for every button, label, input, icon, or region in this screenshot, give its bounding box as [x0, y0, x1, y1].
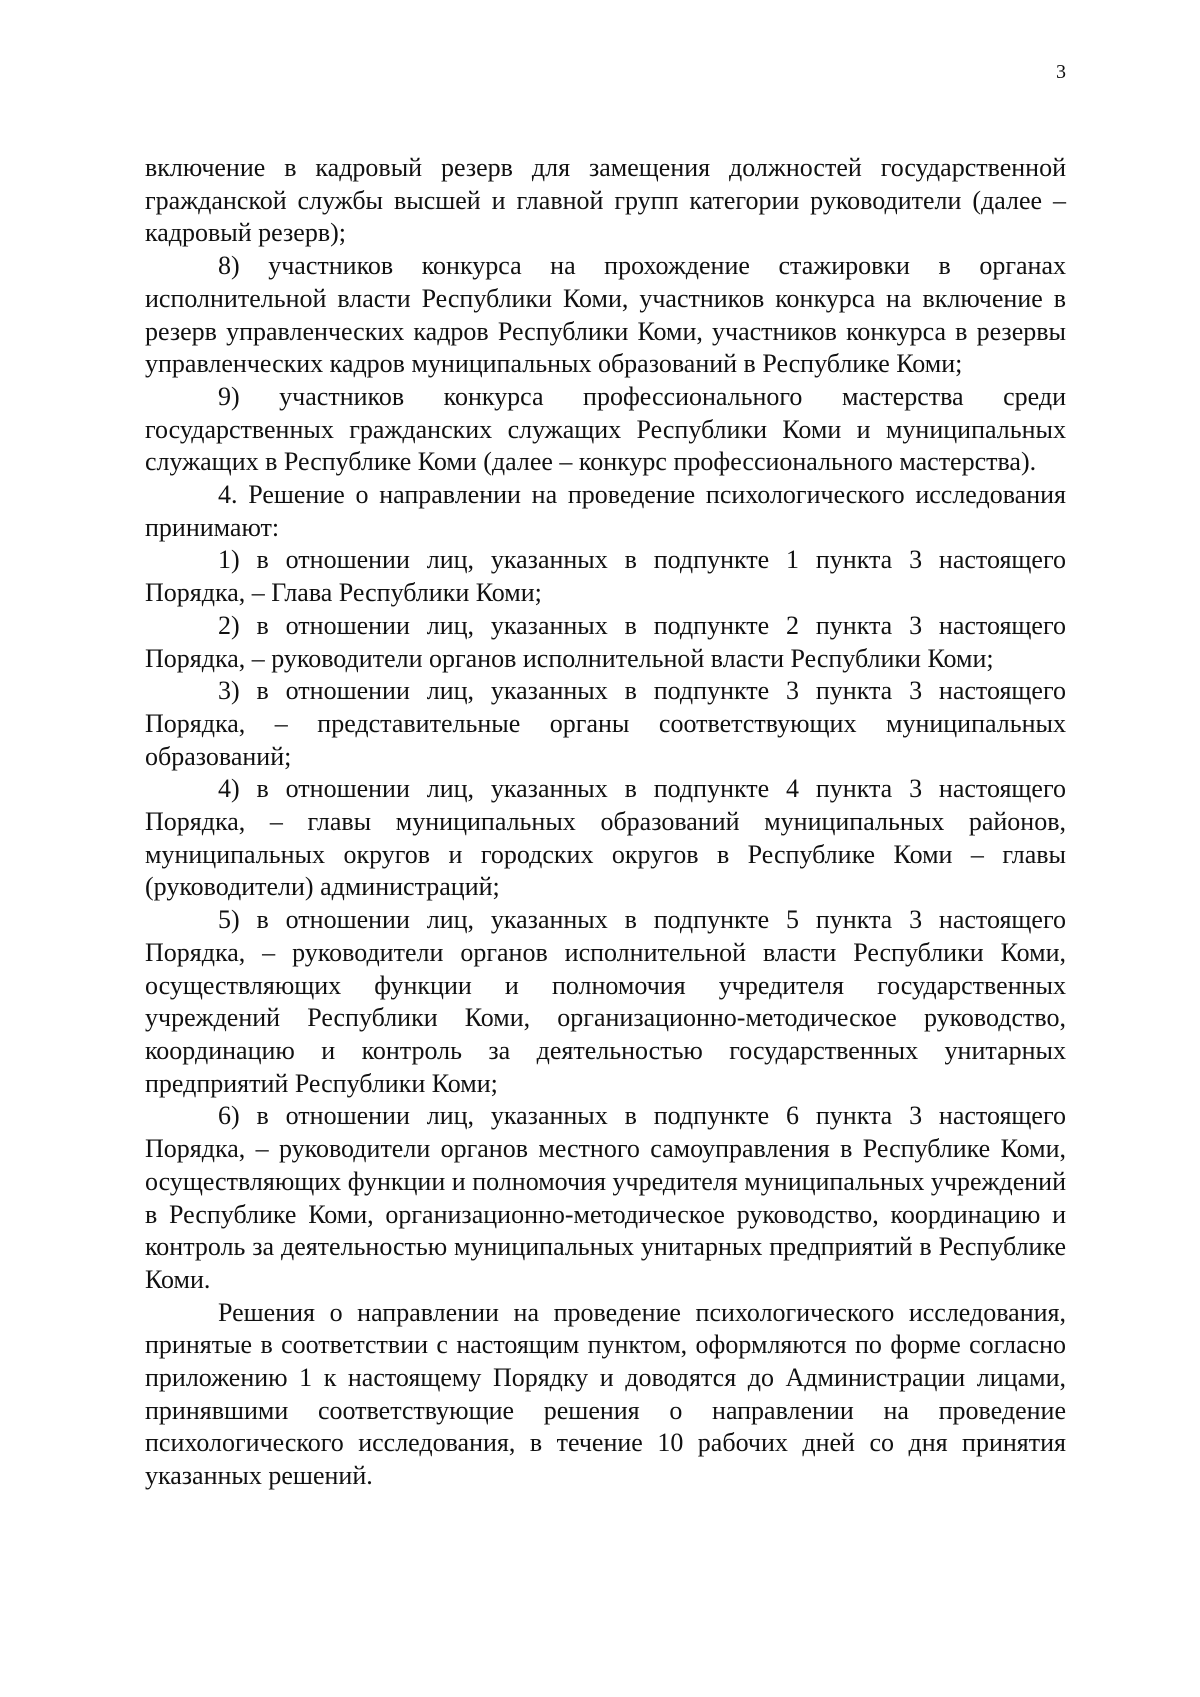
page-number: 3	[1056, 61, 1066, 83]
paragraph-subitem-4: 4) в отношении лиц, указанных в подпункте 4 пункта 3 настоящего Порядка, – главы муниципальных образований муниципальных районов, муниципальных округов и городских округов в Республике Коми – главы (руководители) администраций;	[145, 774, 1066, 902]
document-body	[145, 152, 1066, 1493]
paragraph-subitem-3: 3) в отношении лиц, указанных в подпункте 3 пункта 3 настоящего Порядка, – представительные органы соответствующих муниципальных образований;	[145, 676, 1066, 771]
paragraph-subitem-5: 5) в отношении лиц, указанных в подпункте 5 пункта 3 настоящего Порядка, – руководители органов исполнительной власти Республики Коми, осуществляющих функции и полномочия учредителя государственных учреждений Республики Коми, организационно-методическое руководство, координацию и контроль за деятельностью государственных унитарных предприятий Республики Коми;	[145, 905, 1066, 1098]
paragraph-section-4: 4. Решение о направлении на проведение психологического исследования принимают:	[145, 480, 1066, 542]
paragraph-subitem-1: 1) в отношении лиц, указанных в подпункте 1 пункта 3 настоящего Порядка, – Глава Республики Коми;	[145, 545, 1066, 608]
paragraph-subitem-6: 6) в отношении лиц, указанных в подпункте 6 пункта 3 настоящего Порядка, – руководители органов местного самоуправления в Республике Коми, осуществляющих функции и полномочия учредителя муниципальных учреждений в Республике Коми, организационно-методическое руководство, координацию и контроль за деятельностью муниципальных унитарных предприятий в Республике Коми.	[145, 1101, 1066, 1294]
paragraph-reserve-continuation: включение в кадровый резерв для замещения должностей государственной гражданской службы высшей и главной групп категории руководители (далее – кадровый резерв);	[145, 153, 1066, 248]
paragraph-item-9: 9) участников конкурса профессионального мастерства среди государственных гражданских служащих Республики Коми и муниципальных служащих в Республике Коми (далее – конкурс профессионального мастерства).	[145, 381, 1066, 477]
paragraph-decisions: Решения о направлении на проведение психологического исследования, принятые в соответствии с настоящим пунктом, оформляются по форме согласно приложению 1 к настоящему Порядку и доводятся до Администрации лицами, принявшими соответствующие решения о направлении на проведение психологического исследования, в течение 10 рабочих дней со дня принятия указанных решений.	[145, 1297, 1066, 1491]
paragraph-item-8: 8) участников конкурса на прохождение стажировки в органах исполнительной власти Республики Коми, участников конкурса на включение в резерв управленческих кадров Республики Коми, участников конкурса в резервы управленческих кадров муниципальных образований в Республике Коми;	[145, 251, 1066, 379]
paragraph-subitem-2: 2) в отношении лиц, указанных в подпункте 2 пункта 3 настоящего Порядка, – руководители органов исполнительной власти Республики Коми;	[145, 610, 1066, 673]
